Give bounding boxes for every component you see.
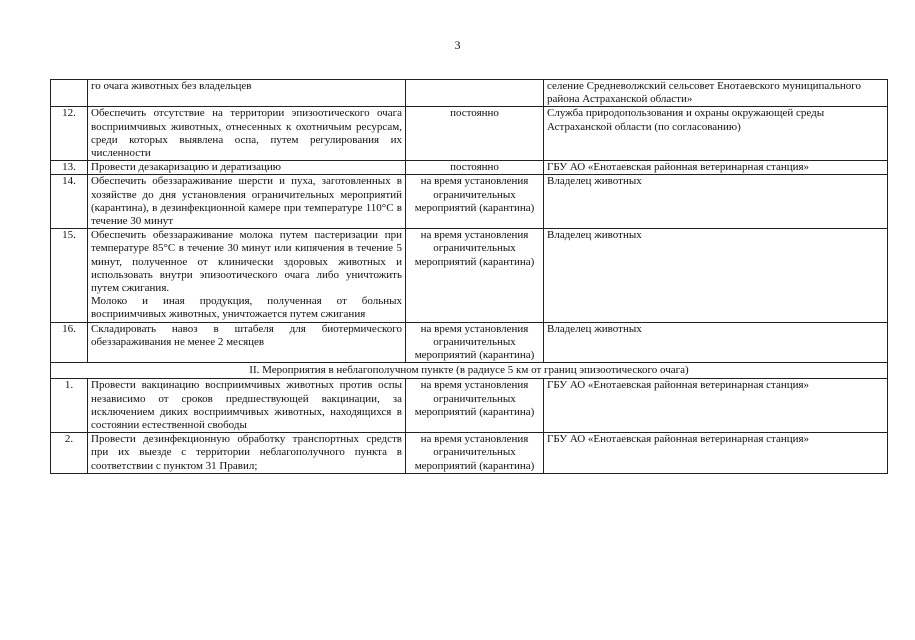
responsible-cell: селение Средневолжский сельсовет Енотаевского муниципального района Астраханской области» bbox=[544, 80, 888, 107]
task-cell bbox=[88, 433, 406, 474]
page-number: 3 bbox=[454, 38, 461, 52]
task-text: Молоко и иная продукция, полученная от больных восприимчивых животных, уничтожается путем сжигания bbox=[91, 295, 402, 321]
task-cell bbox=[88, 379, 406, 433]
row-number: 14. bbox=[51, 175, 88, 229]
row-number: 2. bbox=[51, 433, 88, 474]
responsible-cell: ГБУ АО «Енотаевская районная ветеринарная станция» bbox=[544, 161, 888, 175]
task-text: Складировать навоз в штабеля для биотермического обеззараживания не менее 2 месяцев bbox=[91, 322, 402, 348]
section-title: II. Мероприятия в неблагополучном пункте (в радиусе 5 км от границ эпизоотического очага) bbox=[51, 363, 888, 379]
period-cell bbox=[406, 80, 544, 107]
task-cell bbox=[88, 229, 406, 322]
task-cell bbox=[88, 322, 406, 363]
period-cell: на время установления ограничительных мероприятий (карантина) bbox=[406, 322, 544, 363]
table-row bbox=[51, 80, 888, 107]
row-number: 15. bbox=[51, 229, 88, 322]
responsible-cell: Владелец животных bbox=[544, 322, 888, 363]
table-row bbox=[51, 161, 888, 175]
table-row bbox=[51, 229, 888, 322]
responsible-cell: ГБУ АО «Енотаевская районная ветеринарная станция» bbox=[544, 379, 888, 433]
table-row bbox=[51, 322, 888, 363]
responsible-cell: ГБУ АО «Енотаевская районная ветеринарная станция» bbox=[544, 433, 888, 474]
measures-table bbox=[50, 79, 888, 474]
task-text: Провести дезинфекционную обработку транспортных средств при их выезде с территории неблагополучного пункта в соответствии с пунктом 31 Правил; bbox=[91, 433, 402, 472]
row-number: 1. bbox=[51, 379, 88, 433]
period-cell: постоянно bbox=[406, 107, 544, 161]
row-number: 16. bbox=[51, 322, 88, 363]
table-row bbox=[51, 433, 888, 474]
row-number: 13. bbox=[51, 161, 88, 175]
section-header-row bbox=[51, 363, 888, 379]
task-text: го очага животных без владельцев bbox=[91, 80, 252, 92]
responsible-cell: Владелец животных bbox=[544, 229, 888, 322]
row-number: 12. bbox=[51, 107, 88, 161]
responsible-cell: Служба природопользования и охраны окружающей среды Астраханской области (по согласованию) bbox=[544, 107, 888, 161]
table-row bbox=[51, 379, 888, 433]
period-cell: на время установления ограничительных мероприятий (карантина) bbox=[406, 229, 544, 322]
task-cell bbox=[88, 175, 406, 229]
responsible-cell: Владелец животных bbox=[544, 175, 888, 229]
period-cell: на время установления ограничительных мероприятий (карантина) bbox=[406, 175, 544, 229]
period-cell: на время установления ограничительных мероприятий (карантина) bbox=[406, 379, 544, 433]
task-text: Провести дезакаризацию и дератизацию bbox=[91, 161, 281, 174]
task-cell bbox=[88, 107, 406, 161]
table-row bbox=[51, 107, 888, 161]
task-text: Провести вакцинацию восприимчивых животных против оспы независимо от сроков предшествующей вакцинации, за исключением диких восприимчивых животных, находящихся в состоянии естественной свободы bbox=[91, 379, 402, 432]
period-cell: постоянно bbox=[406, 161, 544, 175]
row-number bbox=[51, 80, 88, 107]
task-cell bbox=[88, 161, 406, 175]
task-cell bbox=[88, 80, 406, 107]
table-row bbox=[51, 175, 888, 229]
task-text: Обеспечить отсутствие на территории эпизоотического очага восприимчивых животных, отнесенных к охотничьим ресурсам, среди которых выявлена оспа, путем регулирования их численности bbox=[91, 107, 402, 160]
task-text: Обеспечить обеззараживание молока путем пастеризации при температуре 85°С в течение 30 минут или кипячения в течение 5 минут, полученное от клинически здоровых животных и использовать внутри эпизоотического очага либо уничтожить путем сжигания. bbox=[91, 229, 402, 295]
period-cell: на время установления ограничительных мероприятий (карантина) bbox=[406, 433, 544, 474]
task-text: Обеспечить обеззараживание шерсти и пуха, заготовленных в хозяйстве до дня установления ограничительных мероприятий (карантина), в дезинфекционной камере при температуре 110°С в течение 30 минут bbox=[91, 175, 402, 228]
